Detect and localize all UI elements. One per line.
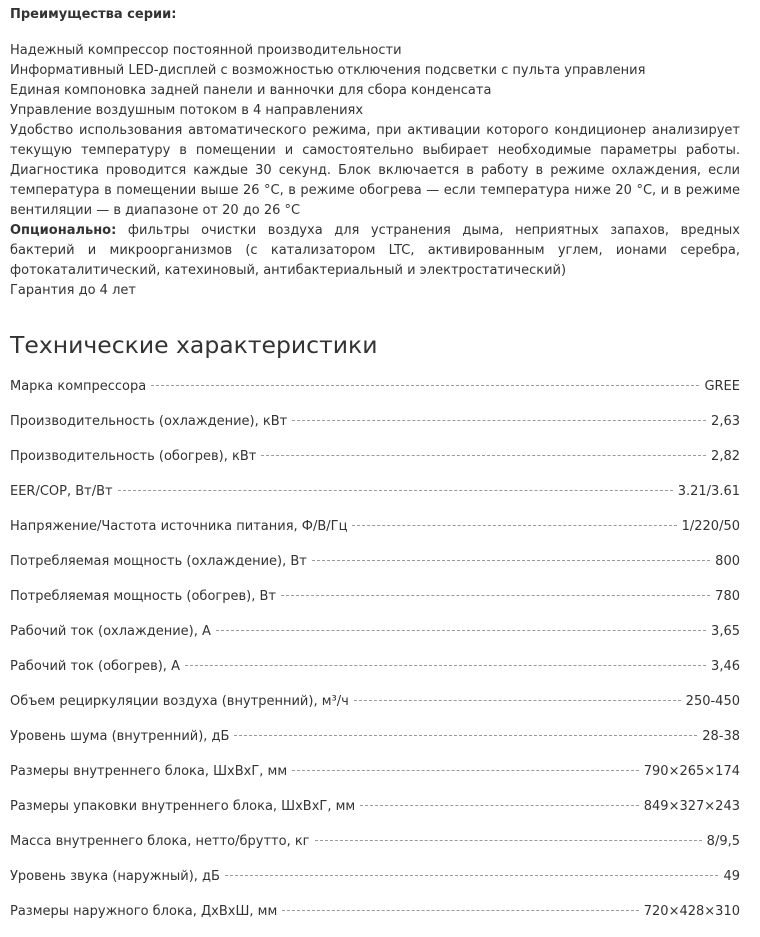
- dotted-leader: [151, 385, 699, 386]
- spec-row: [10, 482, 740, 517]
- spec-label: EER/COP, Вт/Вт: [10, 484, 113, 499]
- spec-row: [10, 517, 740, 552]
- spec-value: GREE: [704, 379, 740, 394]
- spec-value: 1/220/50: [681, 519, 740, 534]
- spec-value: 3,65: [711, 624, 740, 639]
- advantage-item: Надежный компрессор постоянной производительности: [10, 43, 402, 58]
- spec-value: 800: [715, 554, 740, 569]
- spec-label: Объем рециркуляции воздуха (внутренний), м³/ч: [10, 694, 349, 709]
- dotted-leader: [315, 840, 702, 841]
- dotted-leader: [261, 455, 706, 456]
- spec-label: Размеры наружного блока, ДхВхШ, мм: [10, 904, 278, 919]
- spec-value: 250-450: [685, 694, 740, 709]
- spec-row: [10, 412, 740, 447]
- spec-label: Производительность (охлаждение), кВт: [10, 414, 288, 429]
- spec-value: 3.21/3.61: [677, 484, 740, 499]
- spec-row: [10, 867, 740, 902]
- spec-row: [10, 552, 740, 587]
- spec-label: Рабочий ток (охлаждение), А: [10, 624, 211, 639]
- spec-row: [10, 622, 740, 657]
- spec-label: Размеры внутреннего блока, ШхВхГ, мм: [10, 764, 288, 779]
- spec-row: [10, 657, 740, 692]
- optional-text: фильтры очистки воздуха для устранения дыма, неприятных запахов, вредных бактерий и микроорганизмов (с катализатором LTC, активированным углем, ионами серебра, фотокаталитический, катехиновый, антибактериальный и электростатический): [10, 223, 740, 278]
- spec-label: Масса внутреннего блока, нетто/брутто, кг: [10, 834, 310, 849]
- specs-list: [10, 377, 740, 937]
- spec-row: [10, 377, 740, 412]
- dotted-leader: [312, 560, 710, 561]
- spec-value: 49: [723, 869, 740, 884]
- dotted-leader: [292, 770, 639, 771]
- spec-row: [10, 692, 740, 727]
- spec-label: Уровень шума (внутренний), дБ: [10, 729, 230, 744]
- spec-row: [10, 762, 740, 797]
- spec-label: Рабочий ток (обогрев), А: [10, 659, 180, 674]
- advantage-item: Управление воздушным потоком в 4 направлениях: [10, 103, 364, 118]
- spec-value: 780: [715, 589, 740, 604]
- spec-value: 2,82: [711, 449, 740, 464]
- spec-label: Потребляемая мощность (охлаждение), Вт: [10, 554, 307, 569]
- advantage-item: Удобство использования автоматического режима, при активации которого кондиционер анализирует текущую температуру в помещении и самостоятельно выбирает необходимые параметры работы. Диагностика проводится каждые 30 секунд. Блок включается в работу в режиме охлаждения, если температура в помещении выше 26 °С, в режиме обогрева — если температура ниже 20 °С, и в режиме вентиляции — в диапазоне от 20 до 26 °С: [10, 123, 740, 218]
- spec-value: 849×327×243: [643, 799, 740, 814]
- spec-row: [10, 587, 740, 622]
- dotted-leader: [216, 630, 706, 631]
- dotted-leader: [185, 665, 706, 666]
- optional-item: [10, 221, 740, 281]
- advantage-item: Единая компоновка задней панели и ванночки для сбора конденсата: [10, 83, 492, 98]
- spec-row: [10, 797, 740, 832]
- spec-label: Марка компрессора: [10, 379, 147, 394]
- optional-label: Опционально:: [10, 223, 117, 238]
- advantages-title: Преимущества серии:: [10, 7, 177, 22]
- specs-title: Технические характеристики: [10, 331, 378, 359]
- advantages-list: [10, 41, 740, 301]
- dotted-leader: [234, 735, 697, 736]
- spec-label: Размеры упаковки внутреннего блока, ШхВхГ, мм: [10, 799, 356, 814]
- dotted-leader: [282, 910, 638, 911]
- spec-label: Уровень звука (наружный), дБ: [10, 869, 220, 884]
- dotted-leader: [360, 805, 639, 806]
- spec-row: [10, 447, 740, 482]
- dotted-leader: [352, 525, 676, 526]
- spec-value: 28-38: [702, 729, 740, 744]
- spec-label: Производительность (обогрев), кВт: [10, 449, 257, 464]
- advantage-item: Информативный LED-дисплей с возможностью отключения подсветки с пульта управления: [10, 63, 646, 78]
- spec-row: [10, 902, 740, 937]
- spec-value: 8/9,5: [706, 834, 740, 849]
- spec-value: 720×428×310: [643, 904, 740, 919]
- spec-label: Напряжение/Частота источника питания, Ф/В/Гц: [10, 519, 348, 534]
- spec-value: 790×265×174: [643, 764, 740, 779]
- dotted-leader: [354, 700, 681, 701]
- warranty-item: Гарантия до 4 лет: [10, 283, 136, 298]
- spec-value: 2,63: [711, 414, 740, 429]
- dotted-leader: [292, 420, 706, 421]
- dotted-leader: [281, 595, 710, 596]
- spec-row: [10, 727, 740, 762]
- dotted-leader: [225, 875, 719, 876]
- spec-value: 3,46: [711, 659, 740, 674]
- spec-row: [10, 832, 740, 867]
- spec-label: Потребляемая мощность (обогрев), Вт: [10, 589, 276, 604]
- dotted-leader: [118, 490, 673, 491]
